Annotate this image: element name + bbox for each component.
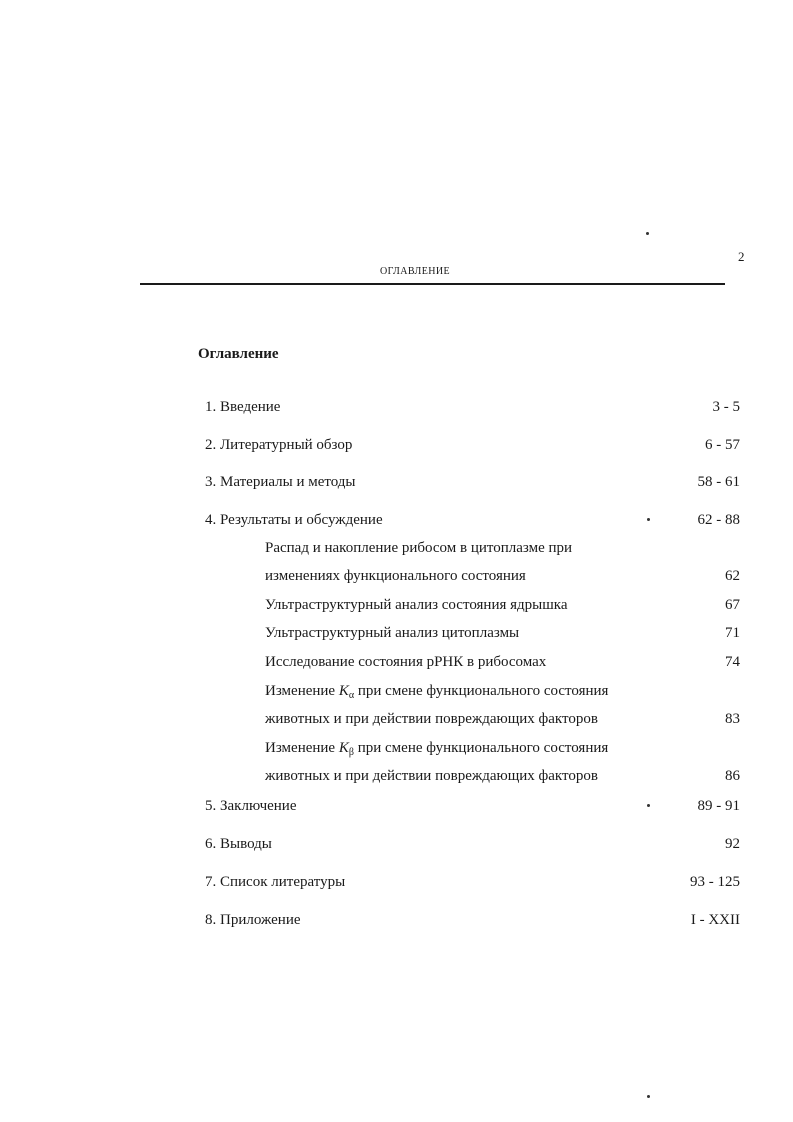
toc-entry-findings — [205, 836, 740, 858]
toc-entry-label: 6. Выводы — [205, 836, 272, 852]
toc-entry-pages: 62 - 88 — [697, 512, 740, 528]
toc-subentry-label: Ультраструктурный анализ цитоплазмы — [265, 625, 520, 641]
toc-subentry-label: Распад и накопление рибосом в цитоплазме при — [265, 540, 573, 556]
toc-entry-label: 7. Список литературы — [205, 874, 346, 890]
toc-subentry-pages: 83 — [725, 711, 740, 727]
toc-entry-label: 8. Приложение — [205, 912, 301, 928]
toc-entry-label: 2. Литературный обзор — [205, 437, 353, 453]
page-number: 2 — [738, 249, 745, 264]
toc-subentry-pages: 71 — [725, 625, 740, 641]
k-symbol: K — [338, 740, 349, 756]
toc-subentry-k-alpha-line2 — [265, 711, 740, 733]
toc-subentry-ribosome-decay-line1 — [265, 540, 740, 562]
toc-entry-introduction — [205, 399, 740, 421]
toc-entry-literature-review — [205, 437, 740, 459]
toc-entry-pages: 6 - 57 — [705, 437, 740, 453]
toc-entry-label: 3. Материалы и методы — [205, 474, 356, 490]
toc-entry-appendix — [205, 912, 740, 934]
toc-subentry-label: Ультраструктурный анализ состояния ядрышка — [265, 597, 568, 613]
toc-subentry-label — [265, 740, 608, 758]
toc-entry-materials-methods — [205, 474, 740, 496]
toc-entry-label: 1. Введение — [205, 399, 281, 415]
label-prefix: Изменение — [265, 740, 339, 756]
toc-entry-label: 4. Результаты и обсуждение — [205, 512, 383, 528]
toc-entry-pages: 58 - 61 — [697, 474, 740, 490]
toc-subentry-k-beta-line2 — [265, 768, 740, 790]
toc-subentry-rrna — [265, 654, 740, 676]
beta-subscript: β — [348, 747, 354, 758]
toc-entry-results — [205, 512, 740, 534]
k-symbol: K — [338, 683, 349, 699]
label-suffix: при смене функционального состояния — [354, 683, 609, 699]
toc-subentry-cytoplasm — [265, 625, 740, 647]
running-header: ОГЛАВЛЕНИЕ — [380, 266, 450, 277]
scan-speck — [647, 804, 650, 807]
toc-heading: Оглавление — [198, 346, 279, 362]
toc-subentry-ribosome-decay-line2 — [265, 568, 740, 590]
toc-subentry-nucleolus — [265, 597, 740, 619]
toc-entry-label: 5. Заключение — [205, 798, 297, 814]
toc-entry-references — [205, 874, 740, 896]
toc-subentry-pages: 74 — [725, 654, 740, 670]
label-suffix: при смене функционального состояния — [353, 740, 609, 756]
toc-subentry-label: Исследование состояния рРНК в рибосомах — [265, 654, 547, 670]
toc-subentry-label: изменениях функционального состояния — [265, 568, 526, 584]
toc-subentry-pages: 62 — [725, 568, 740, 584]
scan-speck — [647, 1095, 650, 1098]
toc-subentry-k-alpha-line1 — [265, 683, 740, 705]
toc-subentry-label — [265, 683, 608, 701]
toc-subentry-k-beta-line1 — [265, 740, 740, 762]
toc-entry-pages: 93 - 125 — [690, 874, 740, 890]
toc-subentry-pages: 67 — [725, 597, 740, 613]
toc-entry-conclusion — [205, 798, 740, 820]
alpha-subscript: α — [348, 690, 355, 701]
header-rule — [140, 283, 725, 285]
toc-subentry-label: животных и при действии повреждающих факторов — [265, 711, 598, 727]
toc-subentry-label: животных и при действии повреждающих факторов — [265, 768, 598, 784]
scan-speck — [647, 518, 650, 521]
toc-entry-pages: 92 — [725, 836, 740, 852]
toc-entry-pages: I - XXII — [690, 912, 740, 928]
label-prefix: Изменение — [265, 683, 339, 699]
scan-speck — [646, 232, 649, 235]
toc-entry-pages: 89 - 91 — [697, 798, 740, 814]
toc-subentry-pages: 86 — [725, 768, 740, 784]
toc-entry-pages: 3 - 5 — [712, 399, 740, 415]
